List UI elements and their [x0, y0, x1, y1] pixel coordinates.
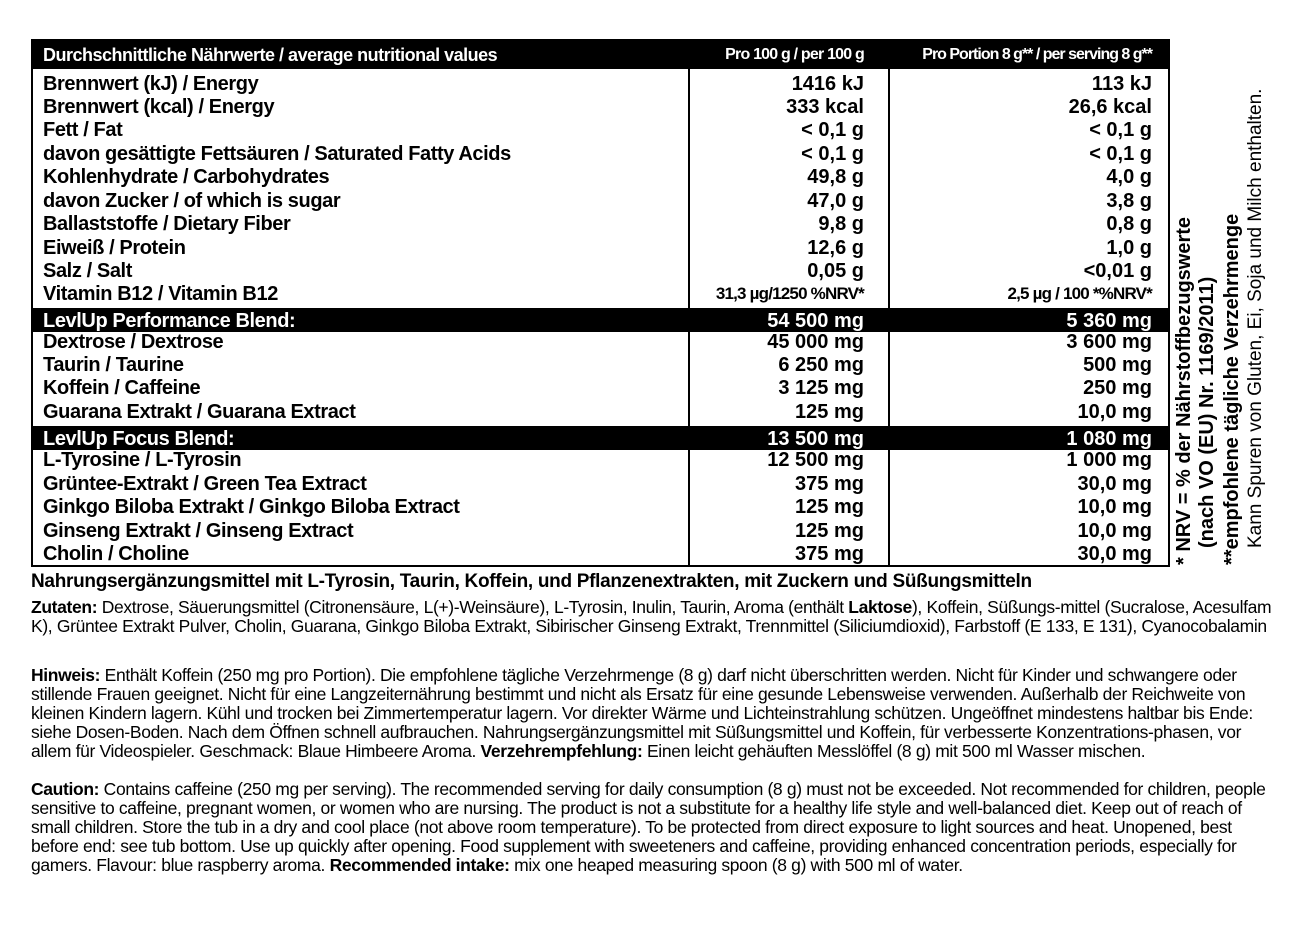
header-nutrient: Durchschnittliche Nährwerte / average nutritional values — [43, 45, 498, 65]
value-per-100g: 45 000 mg — [767, 331, 864, 353]
value-per-100g: 12,6 g — [807, 237, 864, 259]
serving-note: **empfohlene tägliche Verzehrmenge — [1221, 213, 1243, 565]
table-header — [33, 41, 1168, 69]
table-row — [33, 520, 1168, 542]
value-per-serving: < 0,1 g — [1089, 119, 1152, 141]
nutrient-label: Fett / Fat — [43, 119, 123, 141]
table-row — [33, 496, 1168, 518]
recommended-intake-text: mix one heaped measuring spoon (8 g) with 500 ml of water. — [509, 855, 963, 875]
nutrient-label: Eiweiß / Protein — [43, 237, 186, 259]
nutrient-label: Vitamin B12 / Vitamin B12 — [43, 283, 278, 305]
nutrient-label: Koffein / Caffeine — [43, 377, 201, 399]
nutrition-table — [31, 39, 1170, 567]
header-per-100g: Pro 100 g / per 100 g — [725, 46, 864, 63]
value-per-serving: 3,8 g — [1106, 190, 1152, 212]
value-per-100g: 47,0 g — [807, 190, 864, 212]
value-per-serving: <0,01 g — [1083, 260, 1152, 282]
value-per-100g: 125 mg — [795, 401, 864, 423]
table-row — [33, 166, 1168, 188]
value-per-serving: 5 360 mg — [1066, 310, 1152, 332]
nutrient-label: Brennwert (kJ) / Energy — [43, 73, 259, 95]
value-per-100g: 54 500 mg — [767, 310, 864, 332]
value-per-100g: 49,8 g — [807, 166, 864, 188]
hinweis-block — [31, 666, 1272, 761]
table-row — [33, 473, 1168, 495]
nutrient-label: Dextrose / Dextrose — [43, 331, 224, 353]
ingredients-label: Zutaten: — [31, 597, 98, 617]
value-per-serving: 1 080 mg — [1066, 428, 1152, 450]
value-per-100g: 6 250 mg — [778, 354, 864, 376]
table-row — [33, 260, 1168, 282]
nutrient-label: Ginkgo Biloba Extrakt / Ginkgo Biloba Extract — [43, 496, 460, 518]
table-row — [33, 73, 1168, 95]
table-row — [33, 377, 1168, 399]
value-per-100g: 0,05 g — [807, 260, 864, 282]
value-per-100g: 125 mg — [795, 496, 864, 518]
value-per-serving: 10,0 mg — [1077, 401, 1152, 423]
header-per-serving: Pro Portion 8 g** / per serving 8 g** — [922, 46, 1152, 63]
value-per-serving: 1 000 mg — [1066, 449, 1152, 471]
caution-block — [31, 780, 1272, 875]
verzehrempfehlung-label: Verzehrempfehlung: — [480, 741, 643, 761]
nrv-note: * NRV = % der Nährstoffbezugswerte — [1173, 216, 1195, 565]
hinweis-text: Enthält Koffein (250 mg pro Portion). Die empfohlene tägliche Verzehrmenge (8 g) darf nicht überschritten werden. Nicht für Kinder und schwangere oder stillende Frauen geeignet. Nicht für eine Langzeiternährung bestimmt und nicht als Ersatz für eine gesunde Lebensweise verwenden. Außerhalb der Reichweite von kleinen Kindern lagern. Kühl und trocken bei Zimmertemperatur lagern. Vor direkter Wärme und Lichteinstrahlung schützen. Ungeöffnet mindestens haltbar bis Ende: siehe Dosen-Boden. Nach dem Öffnen schnell aufbrauchen. Nahrungsergänzungsmittel mit Süßungsmittel und Koffein, für verbesserte Konzentrations-phasen, vor allem für Videospieler. Geschmack: Blaue Himbeere Aroma. — [31, 665, 1253, 761]
nutrient-label: LevlUp Performance Blend: — [43, 310, 296, 332]
value-per-serving: 30,0 mg — [1077, 473, 1152, 495]
blend-row — [33, 426, 1168, 450]
allergen-note: Kann Spuren von Gluten, Ei, Soja und Milch enthalten. — [1245, 88, 1266, 548]
product-title: Nahrungsergänzungsmittel mit L-Tyrosin, Taurin, Koffein, und Pflanzenextrakten, mit Zuckern und Süßungsmitteln — [31, 571, 1032, 592]
table-row — [33, 543, 1168, 565]
nutrient-label: Kohlenhydrate / Carbohydrates — [43, 166, 330, 188]
table-row — [33, 143, 1168, 165]
nutrient-label: davon Zucker / of which is sugar — [43, 190, 341, 212]
nutrient-label: Grüntee-Extrakt / Green Tea Extract — [43, 473, 367, 495]
nutrient-label: Cholin / Choline — [43, 543, 189, 565]
blend-row — [33, 308, 1168, 332]
value-per-100g: 13 500 mg — [767, 428, 864, 450]
table-row — [33, 237, 1168, 259]
value-per-100g: 375 mg — [795, 543, 864, 565]
value-per-serving: 4,0 g — [1106, 166, 1152, 188]
nutrient-label: LevlUp Focus Blend: — [43, 428, 235, 450]
table-row — [33, 401, 1168, 423]
nutrient-label: Taurin / Taurine — [43, 354, 184, 376]
value-per-100g: 12 500 mg — [767, 449, 864, 471]
table-row — [33, 354, 1168, 376]
nutrient-label: davon gesättigte Fettsäuren / Saturated Fatty Acids — [43, 143, 511, 165]
nutrient-label: Guarana Extrakt / Guarana Extract — [43, 401, 356, 423]
nutrient-label: Ginseng Extrakt / Ginseng Extract — [43, 520, 354, 542]
value-per-100g: < 0,1 g — [801, 143, 864, 165]
table-row — [33, 213, 1168, 235]
value-per-100g: 375 mg — [795, 473, 864, 495]
nutrient-label: Brennwert (kcal) / Energy — [43, 96, 275, 118]
nrv-regulation-note: (nach VO (EU) Nr. 1169/2011) — [1196, 276, 1218, 548]
hinweis-label: Hinweis: — [31, 665, 101, 685]
allergen-highlight: Laktose — [848, 597, 912, 617]
value-per-serving: 10,0 mg — [1077, 496, 1152, 518]
table-row — [33, 119, 1168, 141]
value-per-100g: 31,3 µg/1250 %NRV* — [715, 284, 864, 303]
value-per-100g: 125 mg — [795, 520, 864, 542]
value-per-serving: 113 kJ — [1091, 73, 1152, 95]
table-row — [33, 96, 1168, 118]
value-per-100g: 333 kcal — [786, 96, 864, 118]
value-per-serving: 30,0 mg — [1077, 543, 1152, 565]
ingredients-block — [31, 598, 1272, 636]
table-row — [33, 449, 1168, 471]
ingredients-text: Dextrose, Säuerungsmittel (Citronensäure, L(+)-Weinsäure), L-Tyrosin, Inulin, Taurin, Aroma (enthält — [97, 597, 849, 617]
value-per-serving: 3 600 mg — [1066, 331, 1152, 353]
recommended-intake-label: Recommended intake: — [329, 855, 510, 875]
value-per-100g: 3 125 mg — [778, 377, 864, 399]
table-row — [33, 190, 1168, 212]
value-per-serving: 10,0 mg — [1077, 520, 1152, 542]
value-per-serving: 250 mg — [1083, 377, 1152, 399]
value-per-serving: 0,8 g — [1106, 213, 1152, 235]
value-per-serving: 1,0 g — [1106, 237, 1152, 259]
nutrient-label: Ballaststoffe / Dietary Fiber — [43, 213, 291, 235]
caution-label: Caution: — [31, 779, 100, 799]
verzehrempfehlung-text: Einen leicht gehäuften Messlöffel (8 g) mit 500 ml Wasser mischen. — [642, 741, 1146, 761]
value-per-100g: < 0,1 g — [801, 119, 864, 141]
nutrient-label: Salz / Salt — [43, 260, 132, 282]
value-per-serving: 2,5 µg / 100 *%NRV* — [1007, 284, 1152, 303]
value-per-serving: < 0,1 g — [1089, 143, 1152, 165]
value-per-serving: 26,6 kcal — [1068, 96, 1152, 118]
value-per-serving: 500 mg — [1083, 354, 1152, 376]
value-per-100g: 1416 kJ — [791, 73, 864, 95]
table-row — [33, 331, 1168, 353]
value-per-100g: 9,8 g — [818, 213, 864, 235]
ingredients-text-rest: ), Koffein, Süßungs-mittel (Sucralose, Acesulfam K), Grüntee Extrakt Pulver, Cholin, Guarana, Ginkgo Biloba Extrakt, Sibirischer Ginseng Extrakt, Trennmittel (Siliciumdioxid), Farbstoff (E 133, E 131), Cyanocobalamin — [31, 597, 1272, 636]
nutrient-label: L-Tyrosine / L-Tyrosin — [43, 449, 242, 471]
caution-text: Contains caffeine (250 mg per serving). The recommended serving for daily consumption (8 g) must not be exceeded. Not recommended for children, people sensitive to caffeine, pregnant women, or women who are nursing. The product is not a substitute for a healthy life style and well-balanced diet. Keep out of reach of small children. Store the tub in a dry and cool place (not above room temperature). To be protected from direct exposure to light sources and heat. Unopened, best before end: see tub bottom. Use up quickly after opening. Food supplement with sweeteners and caffeine, providing enhanced concentration periods, especially for gamers. Flavour: blue raspberry aroma. — [31, 779, 1266, 875]
table-row — [33, 283, 1168, 305]
